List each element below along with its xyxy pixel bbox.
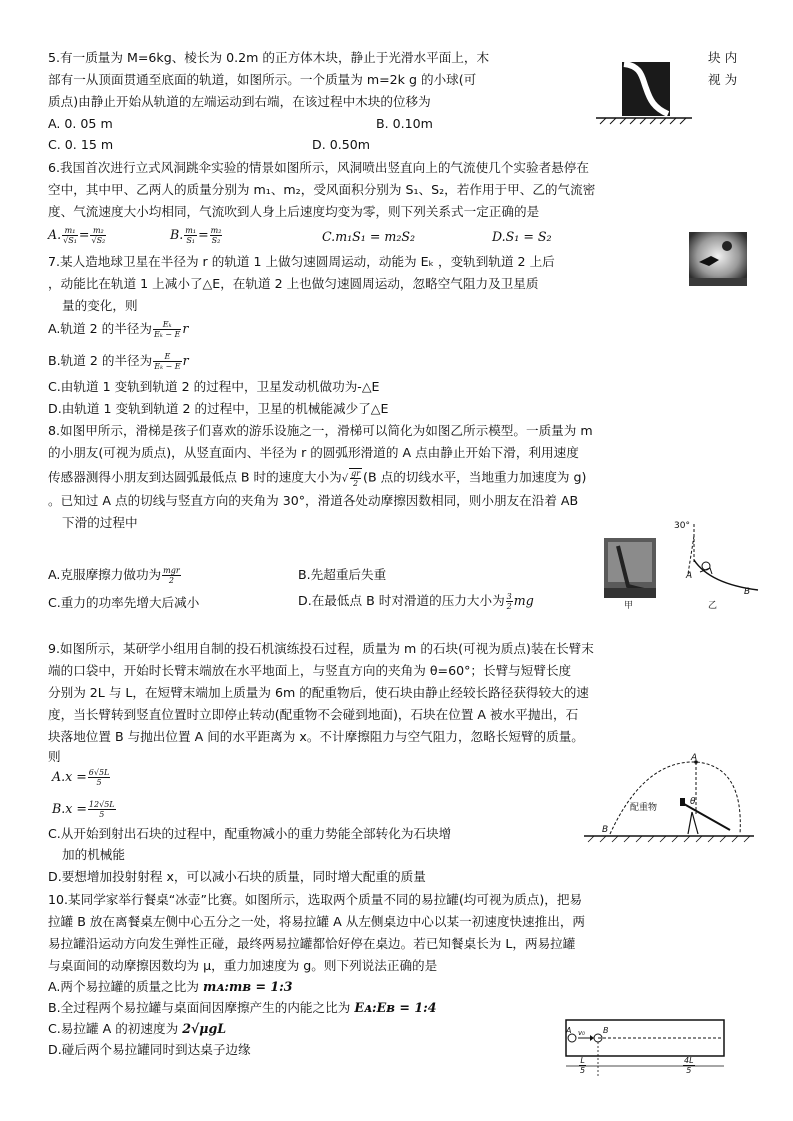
q10-option-c: C.易拉罐 A 的初速度为 2√μgL <box>48 1021 227 1036</box>
q10-line4: 与桌面间的动摩擦因数均为 μ，重力加速度为 g。则下列说法正确的是 <box>48 958 438 973</box>
q10-option-b: B.全过程两个易拉罐与桌面间因摩擦产生的内能之比为 Eᴀ:Eʙ = 1:4 <box>48 1000 437 1015</box>
q5-line2: 部有一从顶面贯通至底面的轨道，如图所示。一个质量为 m=2k g 的小球(可 <box>48 72 477 87</box>
trebuchet-weight-label: 配重物 <box>630 803 658 813</box>
jumper-head <box>722 241 732 251</box>
q5-line3: 质点)由静止开始从轨道的左端运动到右端，在该过程中木块的位移为 <box>48 94 431 109</box>
q5-line2-tail: 视 为 <box>708 72 738 87</box>
q7-line1: 7.某人造地球卫星在半径为 r 的轨道 1 上做匀速圆周运动，动能为 Eₖ ，变轨到轨道 2 上后 <box>48 254 555 269</box>
q7-option-d: D.由轨道 1 变轨到轨道 2 的过程中，卫星的机械能减少了△E <box>48 401 389 416</box>
fig-point-a: A <box>686 571 693 581</box>
ground-hatching <box>600 118 686 124</box>
counterweight <box>680 798 685 806</box>
q7-option-b: B.轨道 2 的半径为 $\frac{E}{\text{Eₖ − E}}$ r <box>48 352 189 371</box>
q6-option-c: C.m₁S₁ = m₂S₂ <box>322 229 416 244</box>
q5-option-c: C. 0. 15 m <box>48 137 114 152</box>
trebuchet-diagram <box>584 756 754 846</box>
q9-option-d: D.要想增加投射射程 x，可以减小石块的质量，同时增大配重的质量 <box>48 869 426 884</box>
trajectory-dashed <box>610 762 740 834</box>
trebuchet-point-a: A <box>691 753 698 763</box>
fig-label-jia: 甲 <box>624 601 634 611</box>
table-dim-left: $\frac{L}{5}$ <box>580 1056 586 1075</box>
q8-option-b: B.先超重后失重 <box>298 567 387 582</box>
q5-line1: 5.有一质量为 M=6kg、棱长为 0.2m 的正方体木块，静止于光滑水平面上，木 <box>48 50 490 65</box>
q8-line2: 的小朋友(可视为质点)，从竖直面内、半径为 r 的圆弧形滑道的 A 点由静止开始下滑，利用速度 <box>48 445 579 460</box>
trebuchet-theta: θ <box>690 797 696 807</box>
fig-angle-label: 30° <box>674 521 690 531</box>
q6-option-b: B. $\frac{\text{m₁}}{\text{S₁}}$ = $\frac{\text{m₂}}{\text{S₂}}$ <box>170 226 222 245</box>
q9-line4: 度，当长臂转到竖直位置时立即停止转动(配重物不会碰到地面)，石块在位置 A 被水平抛出，石 <box>48 707 579 722</box>
wood-block-figure <box>594 58 694 126</box>
q5-option-a: A. 0. 05 m <box>48 116 113 131</box>
table-can-a-label: A <box>566 1026 572 1035</box>
q8-line3: 传感器测得小朋友到达圆弧最低点 B 时的速度大小为√ $\frac{gr}{2}$ (B 点的切线水平，当地重力加速度为 g) <box>48 469 587 488</box>
q9-option-c-line2: 加的机械能 <box>62 847 125 862</box>
q6-line2: 空中，其中甲、乙两人的质量分别为 m₁、m₂，受风面积分别为 S₁、S₂，若作用于甲、乙的气流密 <box>48 182 596 197</box>
ground-hatching <box>588 836 750 842</box>
q6-line1: 6.我国首次进行立式风洞跳伞实验的情景如图所示，风洞喷出竖直向上的气流使几个实验者悬停在 <box>48 160 589 175</box>
q9-option-b: B.x = $\frac{12√5L}{5}$ <box>52 800 115 819</box>
q5-option-d: D. 0.50m <box>312 137 371 152</box>
q9-option-a: A.x = $\frac{6√5L}{5}$ <box>52 768 110 787</box>
q6-line3: 度、气流速度大小均相同，气流吹到人身上后速度均变为零，则下列关系式一定正确的是 <box>48 204 540 219</box>
q7-line3: 量的变化，则 <box>62 298 138 313</box>
q8-line5: 下滑的过程中 <box>62 515 138 530</box>
q10-option-a: A.两个易拉罐的质量之比为 mᴀ:mʙ = 1:3 <box>48 979 293 994</box>
q9-line5: 块落地位置 B 与抛出位置 A 间的水平距离为 x。不计摩擦阻力与空气阻力，忽略长短臂的质量。 <box>48 729 584 744</box>
table-diagram <box>564 1018 728 1080</box>
table-v0-label: v₀ <box>578 1029 585 1037</box>
q5-line1-tail: 块 内 <box>708 50 738 65</box>
q10-line2: 拉罐 B 放在离餐桌左侧中心五分之一处，将易拉罐 A 从左侧桌边中心以某一初速度快速推出，两 <box>48 914 586 929</box>
pivot-stand <box>688 812 698 834</box>
fig-label-yi: 乙 <box>708 601 718 611</box>
trebuchet-point-b: B <box>602 825 609 835</box>
q10-option-d: D.碰后两个易拉罐同时到达桌子边缘 <box>48 1042 251 1057</box>
q5-option-b: B. 0.10m <box>376 116 433 131</box>
q9-line3: 分别为 2L 与 L，在短臂末端加上质量为 6m 的配重物后，使石块由静止经较长路径获得较大的速 <box>48 685 589 700</box>
q7-option-c: C.由轨道 1 变轨到轨道 2 的过程中，卫星发动机做功为-△E <box>48 379 380 394</box>
q8-line4: 。已知过 A 点的切线与竖直方向的夹角为 30°，滑道各处动摩擦因数相同，则小朋友在沿着 AB <box>48 493 579 508</box>
q9-line6: 则 <box>48 749 61 764</box>
q8-option-a: A.克服摩擦力做功为 $\frac{\text{mgr}}{2}$ <box>48 566 180 585</box>
q8-option-c: C.重力的功率先增大后减小 <box>48 595 200 610</box>
slide-photo <box>604 538 656 598</box>
q6-option-a: A. $\frac{\text{m₁}}{\text{√S₁}}$ = $\frac{\text{m₂}}{\text{√S₂}}$ <box>48 226 106 245</box>
q9-line1: 9.如图所示，某研学小组用自制的投石机演练投石过程，质量为 m 的石块(可视为质点)装在长臂末 <box>48 641 594 656</box>
table-can-b-label: B <box>603 1026 609 1035</box>
q8-option-d: D.在最低点 B 时对滑道的压力大小为 $\frac{3}{2}$ mg <box>298 592 534 611</box>
q9-option-c-line1: C.从开始到射出石块的过程中，配重物减小的重力势能全部转化为石块增 <box>48 826 452 841</box>
q10-line3: 易拉罐沿运动方向发生弹性正碰，最终两易拉罐都恰好停在桌边。若已知餐桌长为 L，两易拉罐 <box>48 936 576 951</box>
q10-line1: 10.某同学家举行餐桌“冰壶”比赛。如图所示，选取两个质量不同的易拉罐(均可视为质点)，把易 <box>48 892 583 907</box>
q7-line2: ，动能比在轨道 1 上减小了△E，在轨道 2 上也做匀速圆周运动，忽略空气阻力及卫星质 <box>48 276 539 291</box>
wind-tunnel-photo <box>689 232 747 286</box>
q8-line1: 8.如图甲所示，滑梯是孩子们喜欢的游乐设施之一，滑梯可以简化为如图乙所示模型。一质量为 m <box>48 423 593 438</box>
q9-line2: 端的口袋中，开始时长臂末端放在水平地面上，与竖直方向的夹角为 θ=60°；长臂与短臂长度 <box>48 663 572 678</box>
q7-option-a: A.轨道 2 的半径为 $\frac{\text{Eₖ}}{\text{Eₖ − E}}$ r <box>48 320 189 339</box>
fig-point-b: B <box>744 587 751 597</box>
q6-option-d: D.S₁ = S₂ <box>492 229 552 244</box>
table-dim-right: $\frac{4L}{5}$ <box>684 1056 694 1075</box>
tangent-dashed-line <box>688 536 694 574</box>
